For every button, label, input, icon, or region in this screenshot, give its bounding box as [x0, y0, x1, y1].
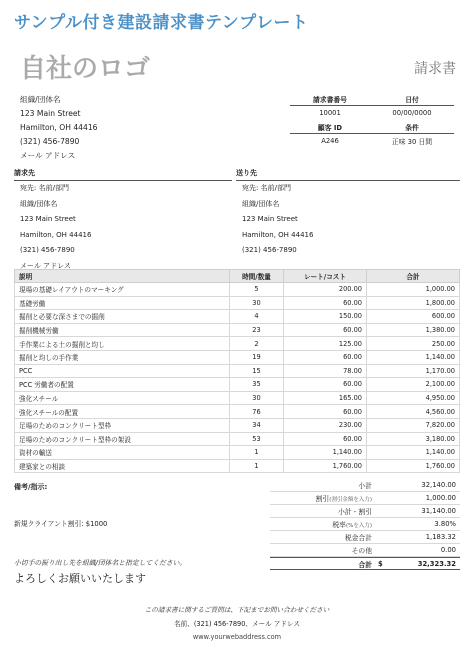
item-description: 足場のためのコンクリート型枠の架設	[15, 432, 230, 446]
tax-value: 1,183.32	[425, 533, 456, 541]
company-email: メール アドレス	[20, 151, 76, 160]
col-description: 説明	[15, 270, 230, 283]
item-description: 掘削と必要な深さまでの掘削	[15, 310, 230, 324]
item-rate: 150.00	[284, 310, 367, 324]
payable-note: 小切手の振り出し先を組織/団体名と指定してください。	[14, 559, 187, 567]
bill-to-attn: 宛先: 名前/部門	[20, 184, 69, 192]
tax-rate-label: 税率	[332, 521, 346, 529]
col-total: 合計	[367, 270, 460, 283]
notes-label: 備考/指示:	[14, 483, 48, 491]
ship-to-phone: (321) 456-7890	[242, 246, 297, 255]
ship-to-city: Hamilton, OH 44416	[242, 230, 314, 239]
discount-hint: (割引金額を入力)	[329, 497, 372, 503]
tax-label: 税金合計	[344, 534, 372, 542]
item-total: 4,560.00	[367, 405, 460, 419]
thank-you-message: よろしくお願いいたします	[14, 572, 146, 585]
footer-contact-prompt: この請求書に関するご質問は、下記までお問い合わせください	[144, 606, 330, 614]
payment-terms: 正味 30 日間	[391, 137, 433, 146]
footer-website: www.yourwebaddress.com	[192, 633, 282, 641]
subtotal-row	[270, 479, 460, 492]
meta-header-row-2	[290, 121, 454, 134]
tax-row	[270, 531, 460, 544]
item-total: 1,000.00	[367, 283, 460, 297]
tax-rate-row	[270, 518, 460, 531]
item-total: 2,100.00	[367, 378, 460, 392]
item-hours: 1	[230, 446, 284, 460]
document-title: サンプル付き建設請求書テンプレート	[14, 13, 309, 33]
table-row	[15, 418, 460, 432]
table-header-row	[15, 270, 460, 283]
item-description: PCC 労働者の配置	[15, 378, 230, 392]
item-description: 現場の基礎レイアウトのマーキング	[15, 283, 230, 297]
other-value: 0.00	[440, 546, 456, 554]
table-row	[15, 391, 460, 405]
item-total: 1,760.00	[367, 459, 460, 473]
item-total: 7,820.00	[367, 418, 460, 432]
item-rate: 60.00	[284, 378, 367, 392]
table-row	[15, 283, 460, 297]
table-row	[15, 296, 460, 310]
item-rate: 60.00	[284, 432, 367, 446]
company-street: 123 Main Street	[20, 109, 81, 118]
item-total: 600.00	[367, 310, 460, 324]
ship-to-heading: 送り先	[236, 168, 460, 181]
item-hours: 1	[230, 459, 284, 473]
ship-to-street: 123 Main Street	[242, 215, 298, 224]
meta-header-row	[290, 93, 454, 106]
item-total: 3,180.00	[367, 432, 460, 446]
currency-symbol: $	[378, 559, 383, 568]
item-rate: 1,760.00	[284, 459, 367, 473]
invoice-label: 請求書	[414, 61, 456, 77]
item-description: 手作業による土の掘削と均し	[15, 337, 230, 351]
item-description: 掘削と均しの手作業	[15, 350, 230, 364]
table-row	[15, 323, 460, 337]
subtotal-label: 小計	[358, 482, 372, 490]
ship-to-address	[242, 181, 313, 259]
customer-id: A246	[321, 136, 339, 145]
item-hours: 2	[230, 337, 284, 351]
invoice-meta	[290, 93, 454, 147]
item-description: 強化スチールの配置	[15, 405, 230, 419]
item-description: 足場のためのコンクリート型枠	[15, 418, 230, 432]
terms-label: 条件	[405, 124, 419, 132]
totals-block	[270, 479, 460, 570]
table-row	[15, 364, 460, 378]
discount-label: 割引	[315, 495, 330, 503]
item-rate: 230.00	[284, 418, 367, 432]
item-hours: 23	[230, 323, 284, 337]
item-rate: 60.00	[284, 350, 367, 364]
bill-to-heading: 請求先	[14, 168, 232, 181]
footer-contact-info: 名前、(321) 456-7890、メール アドレス	[174, 620, 300, 628]
table-row	[15, 310, 460, 324]
tax-rate-value: 3.80%	[434, 520, 456, 528]
table-row	[15, 337, 460, 351]
item-description: 建築家との相談	[15, 459, 230, 473]
item-hours: 30	[230, 391, 284, 405]
company-logo: 自社のロゴ	[20, 54, 151, 84]
bill-to-address	[20, 181, 91, 275]
table-row	[15, 378, 460, 392]
item-hours: 4	[230, 310, 284, 324]
table-row	[15, 405, 460, 419]
customer-id-label: 顧客 ID	[317, 124, 343, 132]
discount-row	[270, 492, 460, 505]
invoice-number-label: 請求書番号	[313, 96, 347, 104]
item-total: 1,170.00	[367, 364, 460, 378]
company-info	[20, 93, 98, 163]
table-row	[15, 459, 460, 473]
item-hours: 5	[230, 283, 284, 297]
bill-to-email: メール アドレス	[20, 261, 71, 270]
table-row	[15, 350, 460, 364]
item-rate: 60.00	[284, 323, 367, 337]
grand-total-row	[270, 557, 460, 570]
col-hours: 時間/数量	[230, 270, 284, 283]
subtotal-value: 32,140.00	[421, 481, 456, 489]
company-name: 組織/団体名	[20, 95, 61, 104]
item-total: 1,140.00	[367, 446, 460, 460]
bill-to-phone: (321) 456-7890	[20, 246, 75, 255]
bill-to-city: Hamilton, OH 44416	[20, 230, 92, 239]
line-items-table	[14, 269, 460, 473]
invoice-number: 10001	[319, 108, 341, 117]
item-hours: 76	[230, 405, 284, 419]
subtotal-less-value: 31,140.00	[421, 507, 456, 515]
invoice-date: 00/00/0000	[392, 108, 432, 117]
company-city: Hamilton, OH 44416	[20, 123, 98, 132]
ship-to-org: 組織/団体名	[242, 199, 280, 208]
subtotal-less-label: 小計 - 割引	[338, 508, 372, 516]
item-total: 1,140.00	[367, 350, 460, 364]
item-hours: 19	[230, 350, 284, 364]
item-rate: 78.00	[284, 364, 367, 378]
other-label: その他	[351, 547, 372, 555]
item-description: 資材の輸送	[15, 446, 230, 460]
item-rate: 125.00	[284, 337, 367, 351]
tax-rate-hint: (%を入力)	[345, 523, 372, 529]
table-row	[15, 446, 460, 460]
item-rate: 1,140.00	[284, 446, 367, 460]
item-hours: 35	[230, 378, 284, 392]
table-row	[15, 432, 460, 446]
item-hours: 15	[230, 364, 284, 378]
item-total: 1,800.00	[367, 296, 460, 310]
item-hours: 30	[230, 296, 284, 310]
item-hours: 53	[230, 432, 284, 446]
discount-note: 新規クライアント割引: $1000	[14, 520, 108, 528]
date-label: 日付	[405, 96, 419, 104]
item-description: 掘削機械労働	[15, 323, 230, 337]
item-description: PCC	[15, 364, 230, 378]
discount-value: 1,000.00	[425, 494, 456, 502]
subtotal-less-row	[270, 505, 460, 518]
item-rate: 165.00	[284, 391, 367, 405]
meta-value-row-2	[290, 134, 454, 147]
item-hours: 34	[230, 418, 284, 432]
item-rate: 60.00	[284, 296, 367, 310]
item-rate: 200.00	[284, 283, 367, 297]
item-total: 1,380.00	[367, 323, 460, 337]
item-total: 4,950.00	[367, 391, 460, 405]
meta-value-row	[290, 106, 454, 119]
grand-total-value: 32,323.32	[417, 559, 456, 568]
grand-total-label: 合計	[358, 560, 372, 569]
bill-to-org: 組織/団体名	[20, 199, 58, 208]
item-total: 250.00	[367, 337, 460, 351]
company-phone: (321) 456-7890	[20, 137, 80, 146]
item-description: 基礎労働	[15, 296, 230, 310]
other-row	[270, 544, 460, 557]
item-rate: 60.00	[284, 405, 367, 419]
bill-to-street: 123 Main Street	[20, 215, 76, 224]
col-rate: レート/コスト	[284, 270, 367, 283]
item-description: 強化スチール	[15, 391, 230, 405]
ship-to-attn: 宛先: 名前/部門	[242, 184, 291, 192]
